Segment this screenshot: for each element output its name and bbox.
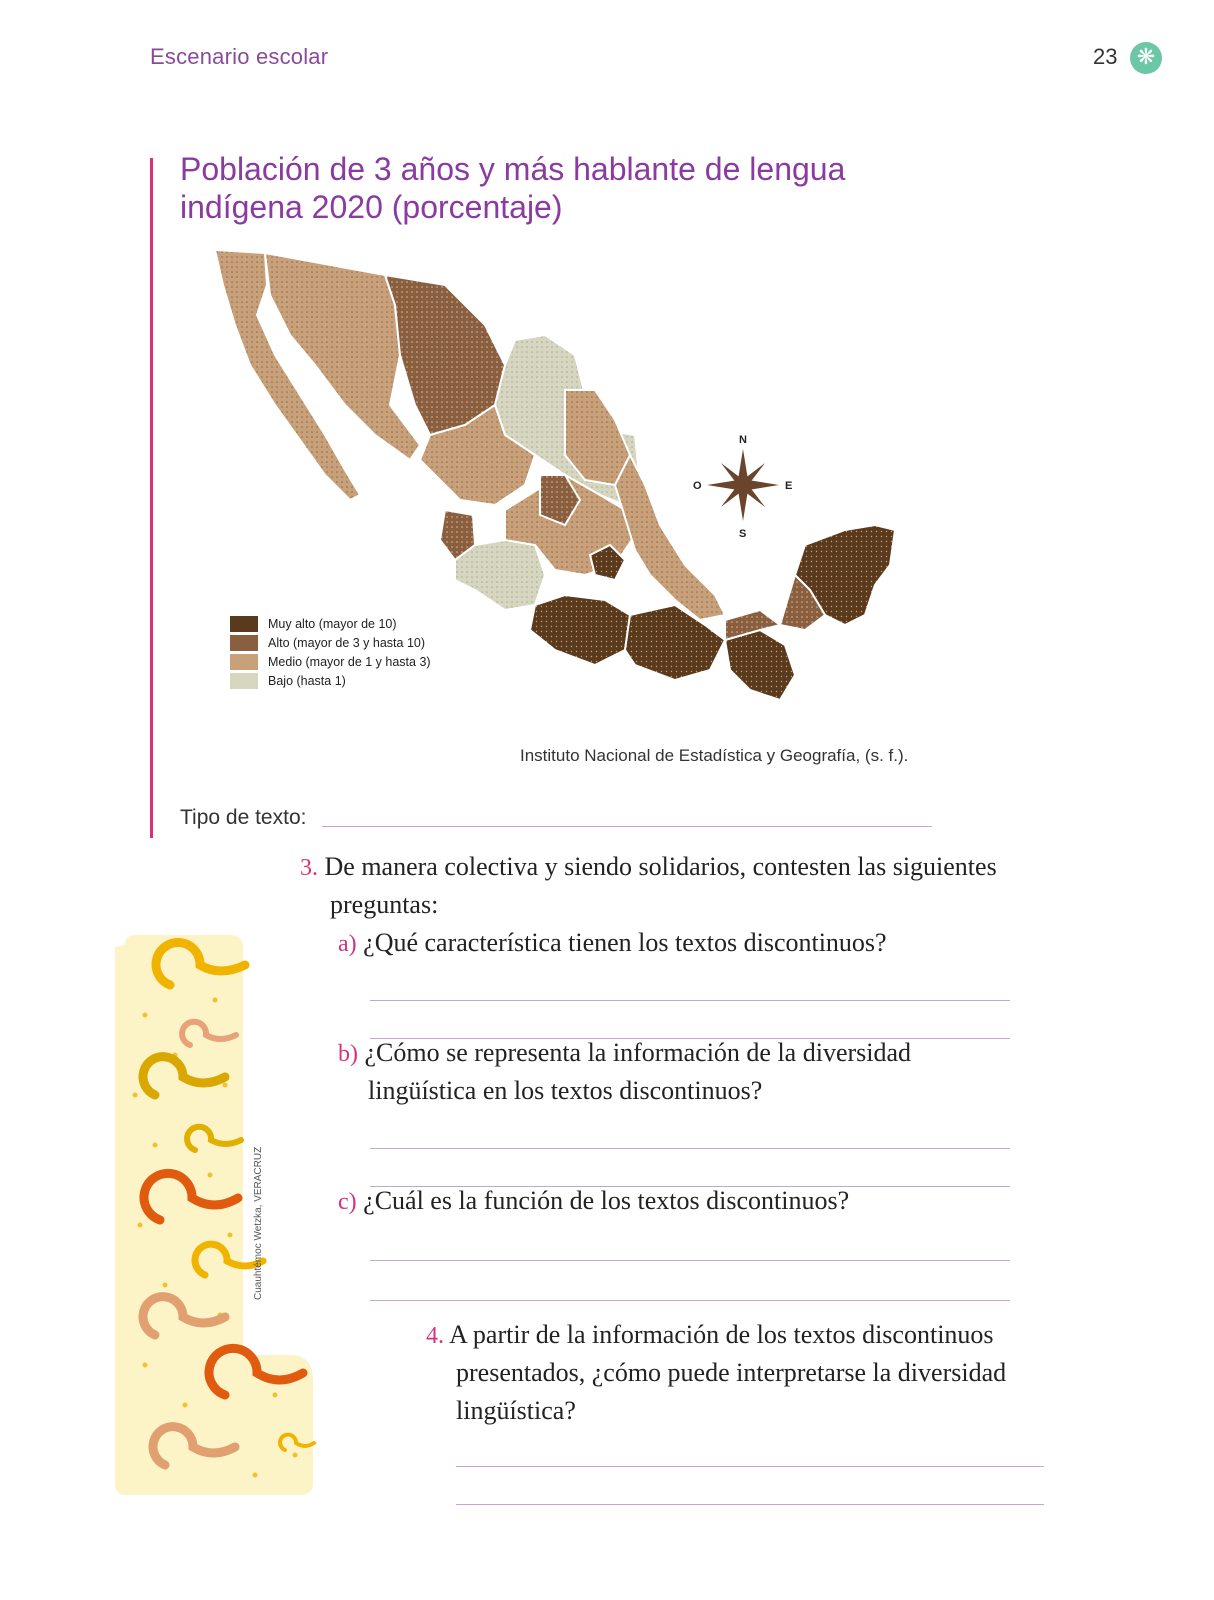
question-text: A partir de la información de los textos discontinuos bbox=[449, 1320, 994, 1349]
item-letter: a) bbox=[338, 931, 357, 957]
compass-north: N bbox=[739, 434, 747, 446]
answer-line[interactable] bbox=[370, 1148, 1010, 1149]
question-text: De manera colectiva y siendo solidarios, contesten las siguientes bbox=[324, 852, 997, 881]
question-3a bbox=[338, 924, 887, 963]
legend-swatch bbox=[230, 616, 258, 632]
question-4-line3: lingüística? bbox=[456, 1396, 576, 1425]
item-text: ¿Cómo se representa la información de la diversidad bbox=[364, 1038, 912, 1067]
answer-line[interactable] bbox=[370, 1300, 1010, 1301]
legend-label: Bajo (hasta 1) bbox=[268, 673, 346, 688]
section-header: Escenario escolar bbox=[150, 44, 329, 69]
item-letter: c) bbox=[338, 1189, 357, 1215]
question-4-line2: presentados, ¿cómo puede interpretarse la diversidad bbox=[456, 1358, 1007, 1387]
question-3 bbox=[300, 848, 997, 887]
snowflake-icon: ❋ bbox=[1130, 42, 1162, 74]
photo-credit: Cuauhtémoc Wetzka, VERACRUZ bbox=[253, 1146, 264, 1300]
tipo-de-texto-answer-line[interactable] bbox=[322, 826, 932, 827]
region-chiapas bbox=[725, 630, 795, 700]
tipo-de-texto-label: Tipo de texto: bbox=[180, 806, 307, 829]
legend-item bbox=[230, 671, 431, 690]
legend-label: Muy alto (mayor de 10) bbox=[268, 616, 397, 631]
page-number: 23 bbox=[1093, 44, 1118, 69]
figure-title: Población de 3 años y más hablante de lengua indígena 2020 (porcentaje) bbox=[180, 151, 846, 225]
question-4 bbox=[426, 1316, 994, 1355]
compass-south: S bbox=[739, 528, 747, 540]
region-jalisco bbox=[455, 540, 545, 610]
decorative-ornament bbox=[115, 935, 320, 1495]
legend-swatch bbox=[230, 654, 258, 670]
answer-line[interactable] bbox=[370, 1260, 1010, 1261]
legend-item bbox=[230, 633, 431, 652]
region-veracruz bbox=[615, 455, 725, 620]
legend-swatch bbox=[230, 673, 258, 689]
answer-line[interactable] bbox=[456, 1504, 1044, 1505]
region-guerrero bbox=[530, 595, 630, 665]
compass-rose-icon bbox=[693, 434, 792, 540]
item-letter: b) bbox=[338, 1041, 358, 1067]
question-number: 3. bbox=[300, 855, 318, 881]
question-3b-continuation: lingüística en los textos discontinuos? bbox=[368, 1076, 763, 1105]
question-3-continuation: preguntas: bbox=[330, 890, 439, 919]
item-text: ¿Qué característica tienen los textos discontinuos? bbox=[363, 928, 887, 957]
legend-item bbox=[230, 652, 431, 671]
figure-source: Instituto Nacional de Estadística y Geografía, (s. f.). bbox=[520, 746, 909, 765]
answer-line[interactable] bbox=[370, 1000, 1010, 1001]
question-3b bbox=[338, 1034, 911, 1073]
legend-label: Medio (mayor de 1 y hasta 3) bbox=[268, 654, 431, 669]
legend-label: Alto (mayor de 3 y hasta 10) bbox=[268, 635, 426, 650]
legend-item bbox=[230, 614, 431, 633]
compass-east: E bbox=[785, 480, 793, 492]
legend-swatch bbox=[230, 635, 258, 651]
section-accent-bar bbox=[150, 158, 153, 838]
map-legend bbox=[230, 614, 431, 690]
question-3c bbox=[338, 1182, 849, 1221]
question-number: 4. bbox=[426, 1323, 444, 1349]
item-text: ¿Cuál es la función de los textos discontinuos? bbox=[363, 1186, 850, 1215]
compass-west: O bbox=[693, 480, 702, 492]
answer-line[interactable] bbox=[456, 1466, 1044, 1467]
